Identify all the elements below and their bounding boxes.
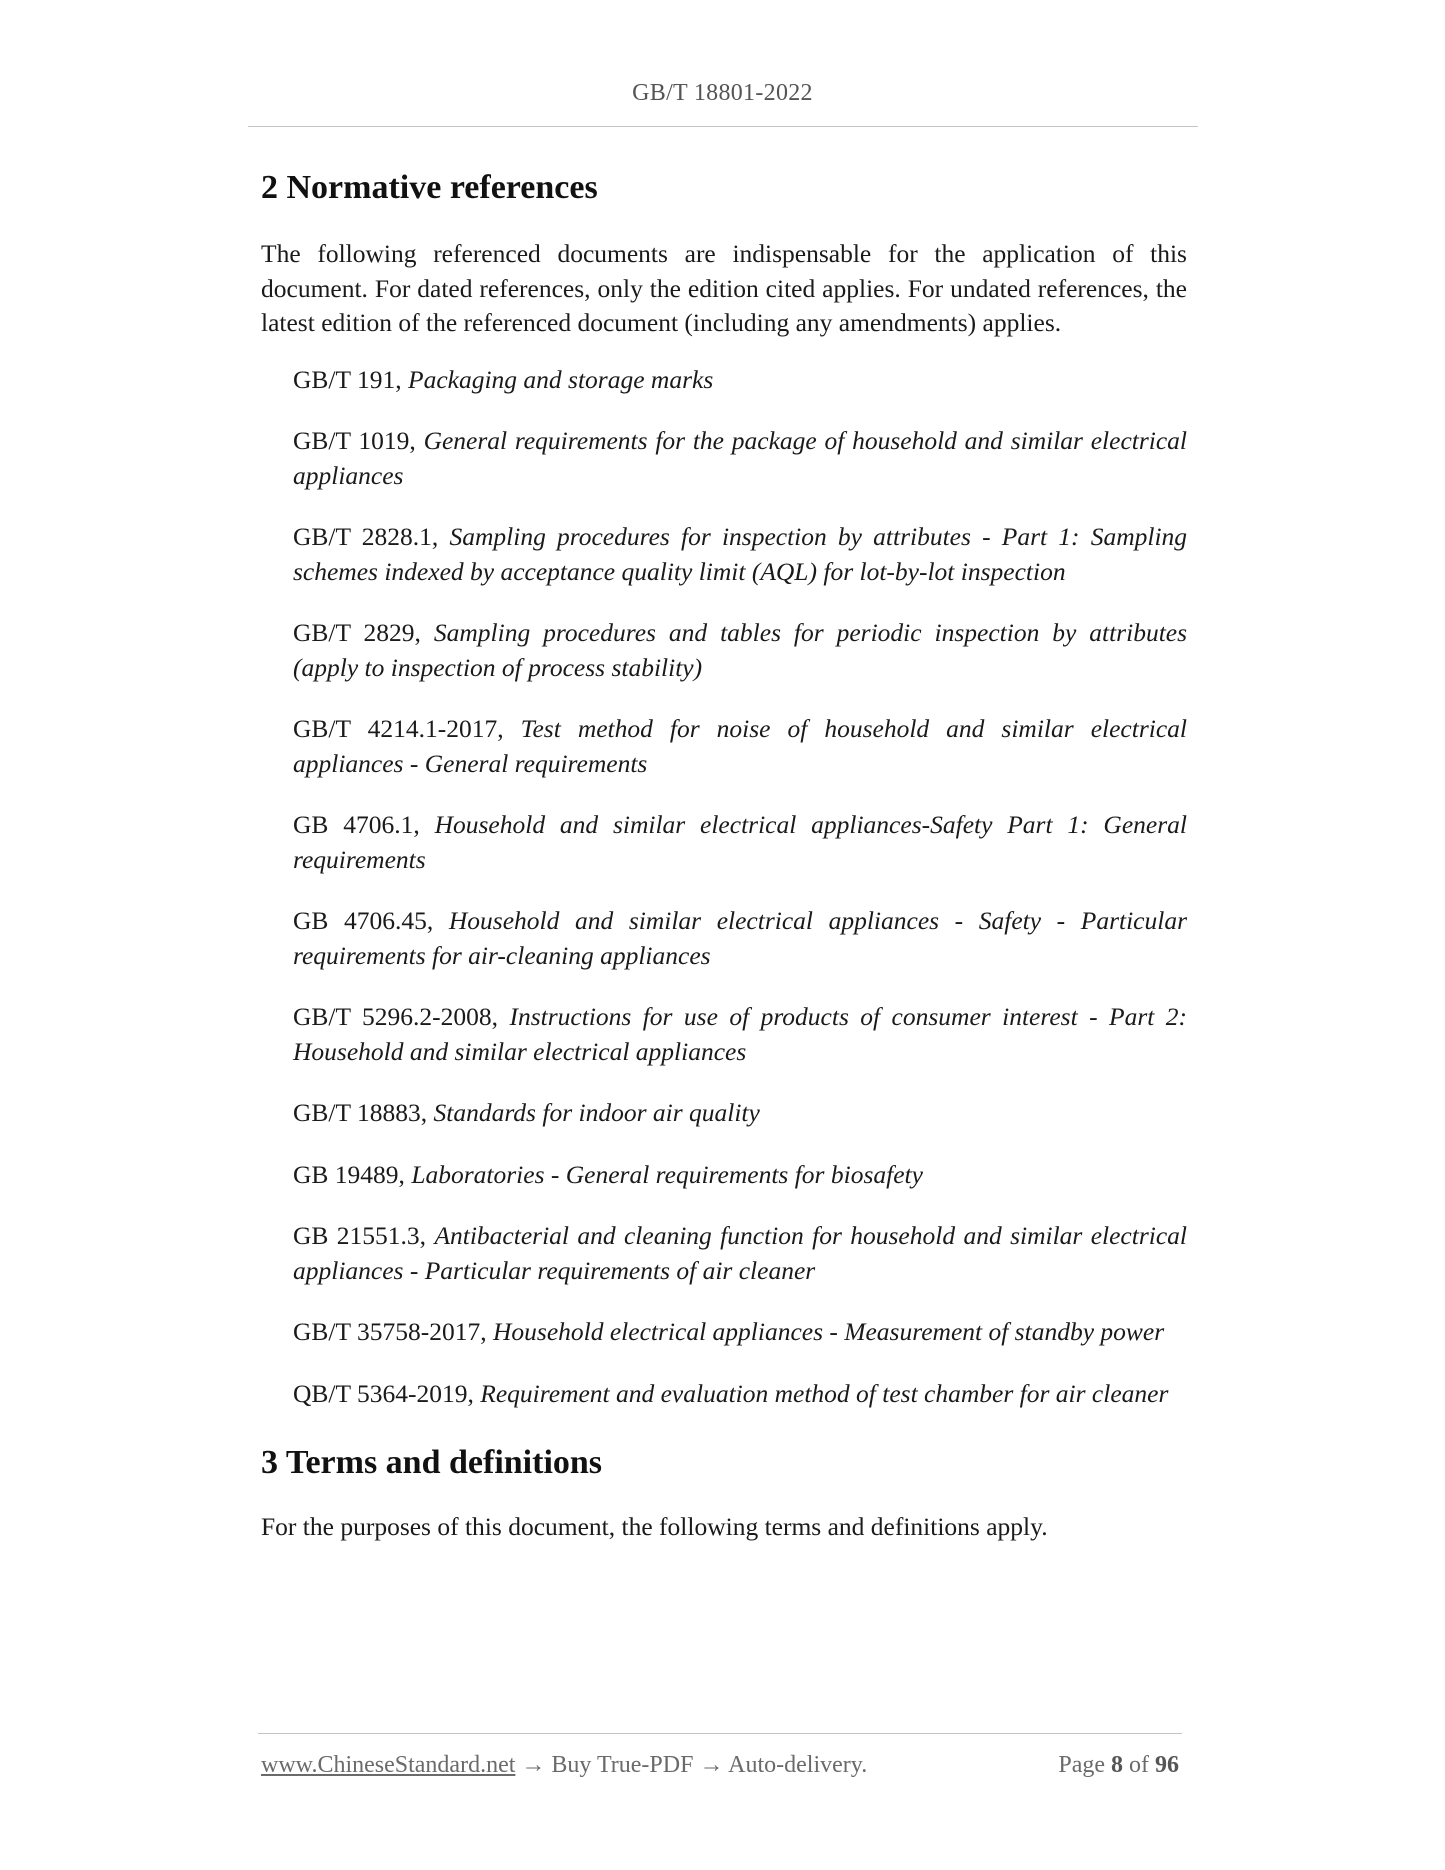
- reference-title: Household electrical appliances - Measurement of standby power: [493, 1317, 1165, 1347]
- section-2-heading: 2 Normative references: [261, 169, 598, 206]
- reference-item: [293, 808, 1187, 877]
- reference-item: [293, 1377, 1187, 1412]
- reference-title: Antibacterial and cleaning function for household and similar electrical appliances - Particular requirements of air cleaner: [293, 1221, 1187, 1285]
- section-2-intro: The following referenced documents are indispensable for the application of this document. For dated references, only the edition cited applies. For undated references, the latest edition of the referenced document (including any amendments) applies.: [261, 239, 1187, 338]
- reference-item: [293, 904, 1187, 973]
- reference-code: GB/T 18883,: [293, 1098, 428, 1128]
- reference-title: Household and similar electrical appliances-Safety Part 1: General requirements: [293, 810, 1187, 874]
- of-label: of: [1129, 1752, 1149, 1778]
- reference-item: [293, 424, 1187, 493]
- reference-item: [293, 363, 1187, 398]
- reference-title: Standards for indoor air quality: [433, 1098, 760, 1128]
- reference-code: GB/T 2829,: [293, 618, 421, 648]
- reference-code: GB 21551.3,: [293, 1221, 427, 1251]
- reference-item: [293, 520, 1187, 589]
- page-content: [261, 166, 1187, 1567]
- reference-item: [293, 1315, 1187, 1350]
- section-3-intro: For the purposes of this document, the following terms and definitions apply.: [261, 1512, 1048, 1542]
- footer-promo: [261, 1752, 867, 1779]
- buy-pdf-text: Buy True-PDF: [551, 1752, 694, 1778]
- arrow-right-icon: →: [521, 1752, 546, 1778]
- current-page: 8: [1111, 1752, 1123, 1778]
- reference-title: Instructions for use of products of consumer interest - Part 2: Household and similar electrical appliances: [293, 1002, 1187, 1066]
- reference-code: GB/T 35758-2017,: [293, 1317, 487, 1347]
- header-divider: [248, 126, 1198, 127]
- reference-code: QB/T 5364-2019,: [293, 1378, 474, 1408]
- auto-delivery-text: Auto-delivery.: [728, 1752, 868, 1778]
- site-link[interactable]: www.ChineseStandard.net: [261, 1752, 516, 1778]
- reference-code: GB/T 1019,: [293, 426, 416, 456]
- reference-item: [293, 1096, 1187, 1131]
- section-3-heading: 3 Terms and definitions: [261, 1444, 603, 1482]
- arrow-right-icon: →: [699, 1752, 724, 1778]
- reference-item: [293, 1158, 1187, 1193]
- reference-title: General requirements for the package of household and similar electrical appliances: [293, 426, 1188, 490]
- reference-item: [293, 1219, 1187, 1288]
- reference-code: GB/T 5296.2-2008,: [293, 1002, 499, 1032]
- reference-item: [293, 1000, 1187, 1069]
- reference-code: GB 19489,: [293, 1159, 405, 1189]
- footer-divider: [258, 1733, 1182, 1734]
- reference-item: [293, 712, 1187, 781]
- reference-title: Sampling procedures and tables for periodic inspection by attributes (apply to inspection of process stability): [293, 618, 1188, 682]
- reference-title: Laboratories - General requirements for biosafety: [411, 1159, 923, 1189]
- page-number: [1058, 1752, 1179, 1779]
- normative-reference-list: [261, 363, 1187, 1412]
- total-pages: 96: [1155, 1752, 1179, 1778]
- reference-title: Test method for noise of household and similar electrical appliances - General requirements: [293, 714, 1187, 778]
- reference-title: Household and similar electrical appliances - Safety - Particular requirements for air-cleaning appliances: [293, 906, 1187, 970]
- reference-title: Packaging and storage marks: [408, 364, 714, 394]
- reference-title: Requirement and evaluation method of test chamber for air cleaner: [480, 1378, 1169, 1408]
- page-label: Page: [1058, 1752, 1105, 1778]
- reference-code: GB/T 191,: [293, 364, 402, 394]
- reference-title: Sampling procedures for inspection by attributes - Part 1: Sampling schemes indexed by acceptance quality limit (AQL) for lot-by-lot inspection: [293, 522, 1188, 586]
- reference-code: GB/T 4214.1-2017,: [293, 714, 504, 744]
- running-header: GB/T 18801-2022: [632, 80, 813, 106]
- reference-item: [293, 616, 1187, 685]
- reference-code: GB 4706.1,: [293, 810, 420, 840]
- reference-code: GB/T 2828.1,: [293, 522, 439, 552]
- reference-code: GB 4706.45,: [293, 906, 434, 936]
